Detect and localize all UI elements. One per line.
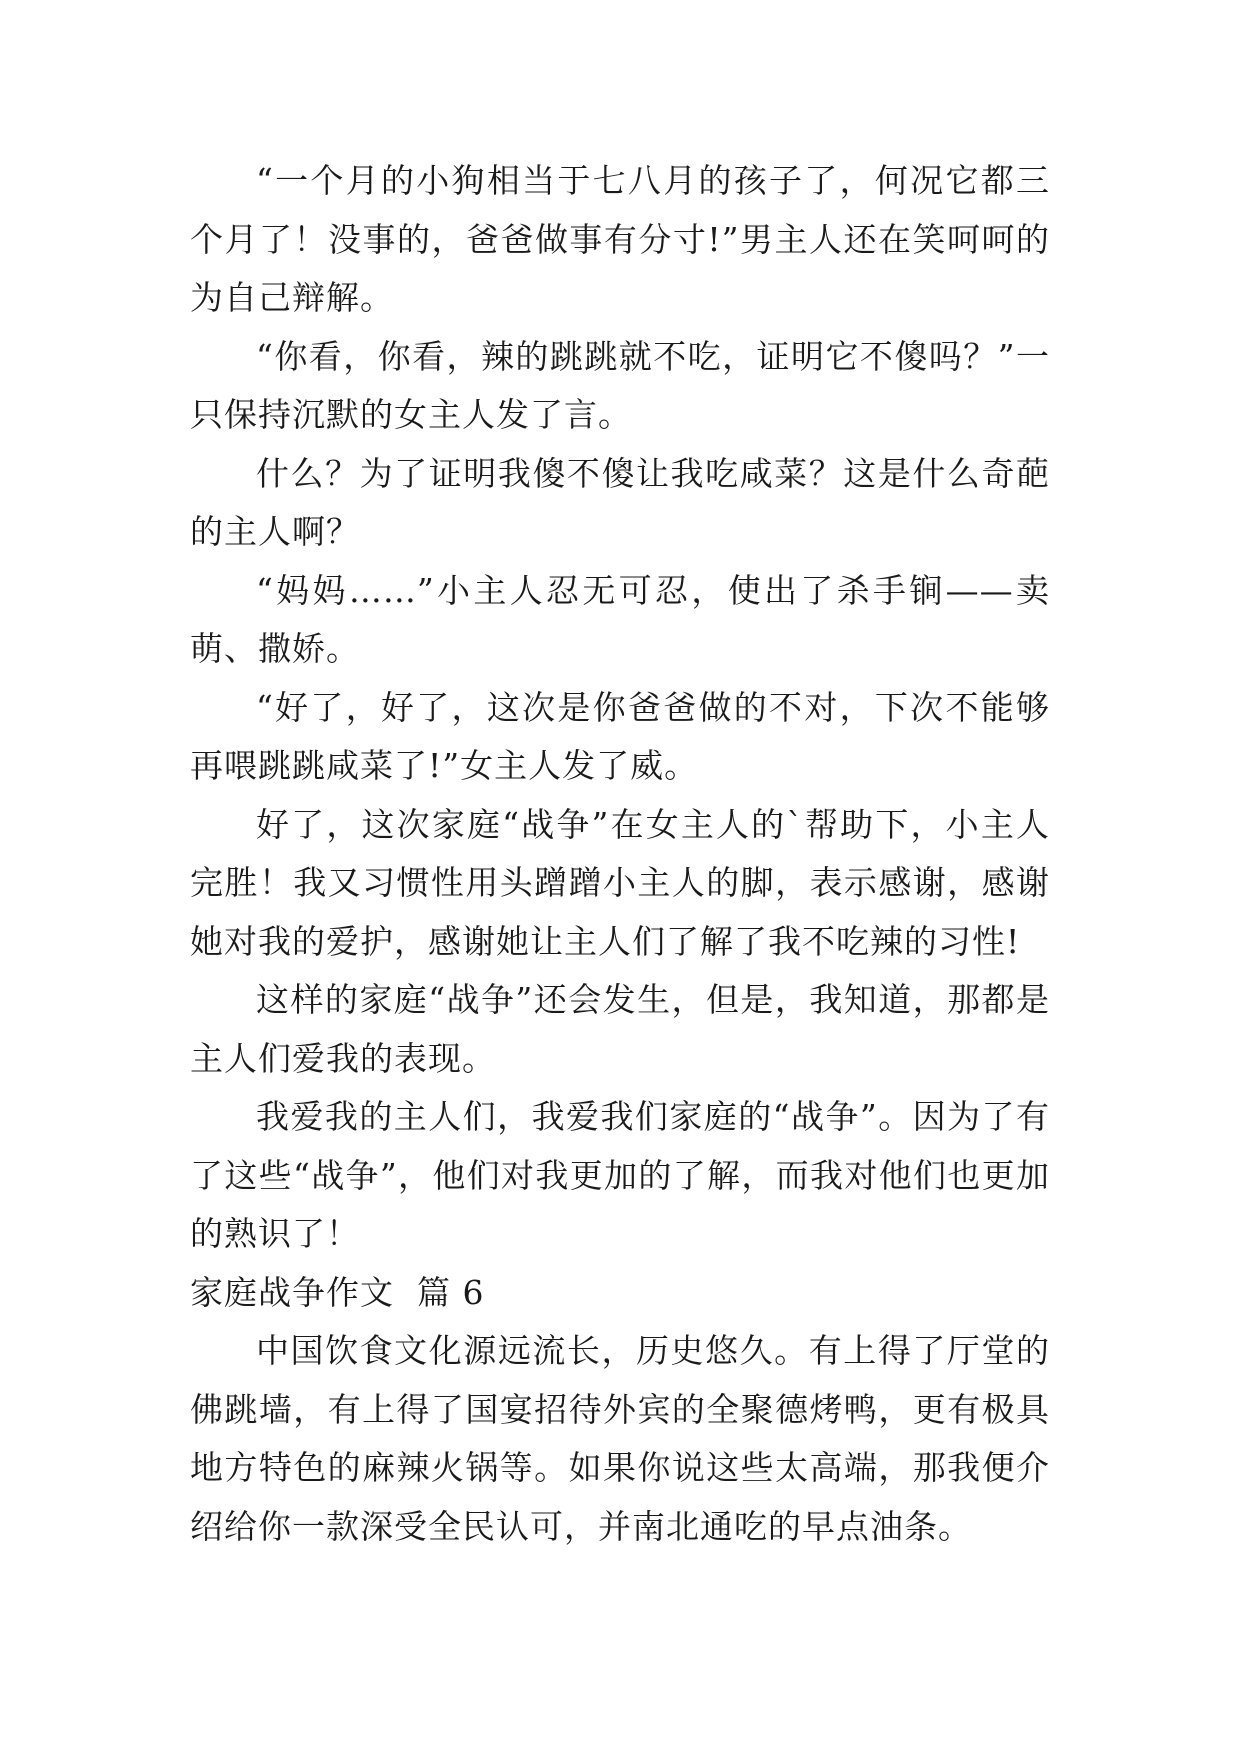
paragraph-9: 中国饮食文化源远流长，历史悠久。有上得了厅堂的佛跳墙，有上得了国宴招待外宾的全聚德烤鸭，更有极具地方特色的麻辣火锅等。如果你说这些太高端，那我便介绍给你一款深受全民认可，并南北通吃的早点油条。	[190, 1331, 1050, 1546]
section-heading: 家庭战争作文 篇 6	[190, 1272, 485, 1312]
document-body	[190, 152, 1050, 1556]
paragraph-2: “你看，你看，辣的跳跳就不吃，证明它不傻吗？”一只保持沉默的女主人发了言。	[190, 336, 1050, 434]
paragraph-4: “妈妈……”小主人忍无可忍，使出了杀手锏——卖萌、撒娇。	[190, 570, 1050, 668]
paragraph-6: 好了，这次家庭“战争”在女主人的`帮助下，小主人完胜！我又习惯性用头蹭蹭小主人的脚，表示感谢，感谢她对我的爱护，感谢她让主人们了解了我不吃辣的习性!	[190, 804, 1050, 961]
paragraph-8: 我爱我的主人们，我爱我们家庭的“战争”。因为了有了这些“战争”，他们对我更加的了解，而我对他们也更加的熟识了！	[190, 1097, 1050, 1253]
paragraph-5: “好了，好了，这次是你爸爸做的不对，下次不能够再喂跳跳咸菜了!”女主人发了威。	[190, 687, 1050, 785]
paragraph-3: 什么？为了证明我傻不傻让我吃咸菜？这是什么奇葩的主人啊？	[190, 453, 1050, 551]
paragraph-1: “一个月的小狗相当于七八月的孩子了，何况它都三个月了！没事的，爸爸做事有分寸!”男主人还在笑呵呵的为自己辩解。	[190, 161, 1050, 317]
paragraph-7: 这样的家庭“战争”还会发生，但是，我知道，那都是主人们爱我的表现。	[190, 980, 1050, 1078]
